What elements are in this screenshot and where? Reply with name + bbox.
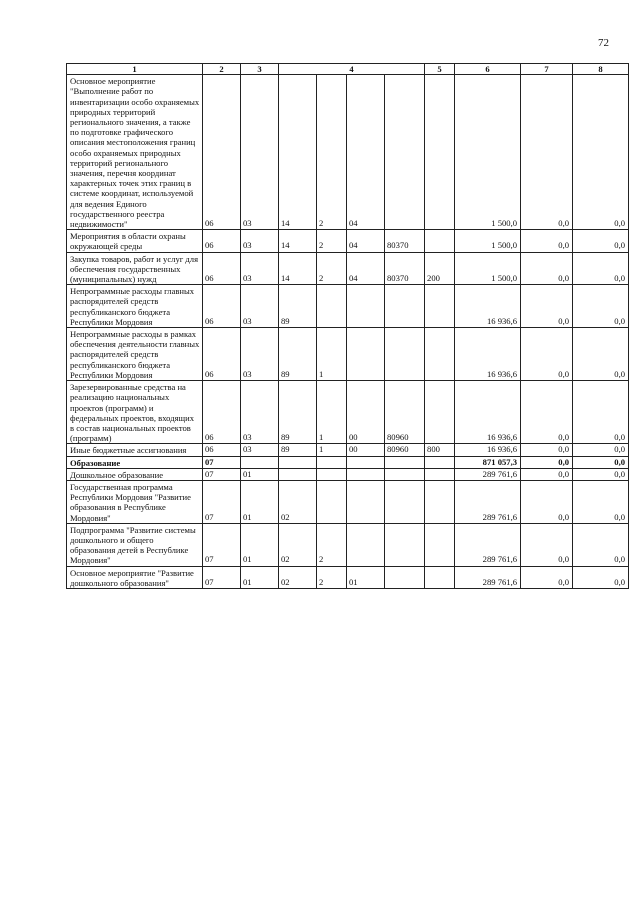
row-direction — [385, 328, 425, 381]
row-name: Зарезервированные средства на реализацию национальных проектов (программ) и федеральных проектов, входящих в состав национальных проектов (программ) — [67, 381, 203, 444]
row-event: 01 — [347, 566, 385, 588]
row-program — [279, 456, 317, 468]
row-pr: 03 — [241, 381, 279, 444]
row-name: Иные бюджетные ассигнования — [67, 444, 203, 456]
table-row — [67, 381, 629, 444]
row-event — [347, 285, 385, 328]
row-sum: 289 761,6 — [455, 523, 521, 566]
header-col-5: 5 — [425, 64, 455, 75]
table-row — [67, 230, 629, 252]
header-col-6: 6 — [455, 64, 521, 75]
row-col7: 0,0 — [521, 523, 573, 566]
row-event — [347, 328, 385, 381]
row-col8: 0,0 — [573, 456, 629, 468]
header-col-7: 7 — [521, 64, 573, 75]
row-direction: 80960 — [385, 381, 425, 444]
row-col8: 0,0 — [573, 285, 629, 328]
row-program: 89 — [279, 444, 317, 456]
row-program: 02 — [279, 523, 317, 566]
row-rz: 06 — [203, 444, 241, 456]
row-col8: 0,0 — [573, 381, 629, 444]
row-pr: 03 — [241, 328, 279, 381]
row-direction — [385, 285, 425, 328]
row-col7: 0,0 — [521, 252, 573, 285]
row-event — [347, 480, 385, 523]
table-header-row — [67, 64, 629, 75]
row-sum: 1 500,0 — [455, 75, 521, 230]
row-direction — [385, 523, 425, 566]
row-subprogram: 1 — [317, 444, 347, 456]
row-rz: 07 — [203, 456, 241, 468]
row-program: 02 — [279, 480, 317, 523]
row-rz: 06 — [203, 230, 241, 252]
row-col8: 0,0 — [573, 480, 629, 523]
row-direction: 80370 — [385, 252, 425, 285]
page-number: 72 — [598, 37, 609, 49]
header-col-1: 1 — [67, 64, 203, 75]
table-row — [67, 75, 629, 230]
row-col8: 0,0 — [573, 566, 629, 588]
row-pr: 01 — [241, 523, 279, 566]
row-subprogram: 2 — [317, 230, 347, 252]
row-event — [347, 468, 385, 480]
row-direction: 80370 — [385, 230, 425, 252]
table-row — [67, 252, 629, 285]
row-direction — [385, 566, 425, 588]
row-vr — [425, 381, 455, 444]
row-col8: 0,0 — [573, 328, 629, 381]
row-subprogram: 2 — [317, 523, 347, 566]
row-direction — [385, 456, 425, 468]
row-col7: 0,0 — [521, 328, 573, 381]
row-program: 14 — [279, 75, 317, 230]
row-direction — [385, 480, 425, 523]
row-col7: 0,0 — [521, 468, 573, 480]
row-sum: 16 936,6 — [455, 328, 521, 381]
row-col7: 0,0 — [521, 480, 573, 523]
row-direction — [385, 75, 425, 230]
row-name: Образование — [67, 456, 203, 468]
row-col7: 0,0 — [521, 285, 573, 328]
row-rz: 06 — [203, 328, 241, 381]
row-subprogram: 2 — [317, 252, 347, 285]
row-subprogram — [317, 456, 347, 468]
row-sum: 16 936,6 — [455, 444, 521, 456]
table-row — [67, 480, 629, 523]
row-pr: 03 — [241, 75, 279, 230]
row-event — [347, 456, 385, 468]
row-col8: 0,0 — [573, 230, 629, 252]
row-program — [279, 468, 317, 480]
row-sum: 289 761,6 — [455, 566, 521, 588]
table-row — [67, 444, 629, 456]
row-sum: 289 761,6 — [455, 480, 521, 523]
row-vr — [425, 328, 455, 381]
row-program: 02 — [279, 566, 317, 588]
row-name: Мероприятия в области охраны окружающей среды — [67, 230, 203, 252]
row-rz: 06 — [203, 381, 241, 444]
row-pr: 03 — [241, 252, 279, 285]
row-col7: 0,0 — [521, 381, 573, 444]
row-pr: 03 — [241, 285, 279, 328]
row-subprogram: 1 — [317, 381, 347, 444]
header-col-4: 4 — [279, 64, 425, 75]
row-program: 89 — [279, 285, 317, 328]
row-col7: 0,0 — [521, 566, 573, 588]
table-row — [67, 468, 629, 480]
row-rz: 06 — [203, 252, 241, 285]
row-rz: 06 — [203, 75, 241, 230]
budget-table — [66, 63, 629, 589]
row-name: Государственная программа Республики Мордовия "Развитие образования в Республике Мордовия" — [67, 480, 203, 523]
row-col7: 0,0 — [521, 444, 573, 456]
row-program: 89 — [279, 381, 317, 444]
header-col-3: 3 — [241, 64, 279, 75]
row-sum: 289 761,6 — [455, 468, 521, 480]
table-row — [67, 566, 629, 588]
table-row — [67, 285, 629, 328]
row-vr — [425, 468, 455, 480]
row-subprogram: 2 — [317, 566, 347, 588]
row-rz: 07 — [203, 468, 241, 480]
row-name: Закупка товаров, работ и услуг для обеспечения государственных (муниципальных) нужд — [67, 252, 203, 285]
row-col7: 0,0 — [521, 75, 573, 230]
row-vr — [425, 456, 455, 468]
row-rz: 07 — [203, 480, 241, 523]
row-event: 04 — [347, 230, 385, 252]
row-sum: 1 500,0 — [455, 252, 521, 285]
row-rz: 07 — [203, 523, 241, 566]
row-pr — [241, 456, 279, 468]
row-subprogram: 2 — [317, 75, 347, 230]
row-col7: 0,0 — [521, 230, 573, 252]
row-name: Непрограммные расходы главных распорядителей средств республиканского бюджета Республики Мордовия — [67, 285, 203, 328]
row-sum: 871 057,3 — [455, 456, 521, 468]
table-row-section-total — [67, 456, 629, 468]
row-col8: 0,0 — [573, 444, 629, 456]
row-event: 00 — [347, 444, 385, 456]
row-vr — [425, 480, 455, 523]
header-col-8: 8 — [573, 64, 629, 75]
row-program: 14 — [279, 230, 317, 252]
row-event — [347, 523, 385, 566]
header-col-2: 2 — [203, 64, 241, 75]
row-sum: 16 936,6 — [455, 381, 521, 444]
row-event: 04 — [347, 252, 385, 285]
row-col8: 0,0 — [573, 252, 629, 285]
row-program: 14 — [279, 252, 317, 285]
row-name: Дошкольное образование — [67, 468, 203, 480]
row-subprogram — [317, 480, 347, 523]
row-event: 04 — [347, 75, 385, 230]
row-col8: 0,0 — [573, 523, 629, 566]
table-row — [67, 328, 629, 381]
row-vr — [425, 75, 455, 230]
row-name: Подпрограмма "Развитие системы дошкольного и общего образования детей в Республике Мордовия" — [67, 523, 203, 566]
row-name: Основное мероприятие "Развитие дошкольного образования" — [67, 566, 203, 588]
row-vr — [425, 523, 455, 566]
row-sum: 1 500,0 — [455, 230, 521, 252]
row-vr — [425, 566, 455, 588]
row-subprogram — [317, 468, 347, 480]
row-sum: 16 936,6 — [455, 285, 521, 328]
row-program: 89 — [279, 328, 317, 381]
row-event: 00 — [347, 381, 385, 444]
row-pr: 03 — [241, 230, 279, 252]
row-rz: 06 — [203, 285, 241, 328]
row-vr: 200 — [425, 252, 455, 285]
row-pr: 01 — [241, 468, 279, 480]
row-direction — [385, 468, 425, 480]
table-row — [67, 523, 629, 566]
row-subprogram: 1 — [317, 328, 347, 381]
row-vr — [425, 285, 455, 328]
row-direction: 80960 — [385, 444, 425, 456]
row-pr: 01 — [241, 480, 279, 523]
row-pr: 03 — [241, 444, 279, 456]
row-vr — [425, 230, 455, 252]
row-col7: 0,0 — [521, 456, 573, 468]
row-subprogram — [317, 285, 347, 328]
row-vr: 800 — [425, 444, 455, 456]
row-pr: 01 — [241, 566, 279, 588]
row-rz: 07 — [203, 566, 241, 588]
row-col8: 0,0 — [573, 75, 629, 230]
row-name: Основное мероприятие "Выполнение работ по инвентаризации особо охраняемых природных территорий регионального значения, а также по подготовке графического описания местоположения границ особо охраняемых природных территорий регионального значения, перечня координат характерных точек этих границ в системе координат, используемой для ведения Единого государственного реестра недвижимости" — [67, 75, 203, 230]
row-col8: 0,0 — [573, 468, 629, 480]
row-name: Непрограммные расходы в рамках обеспечения деятельности главных распорядителей средств республиканского бюджета Республики Мордовия — [67, 328, 203, 381]
